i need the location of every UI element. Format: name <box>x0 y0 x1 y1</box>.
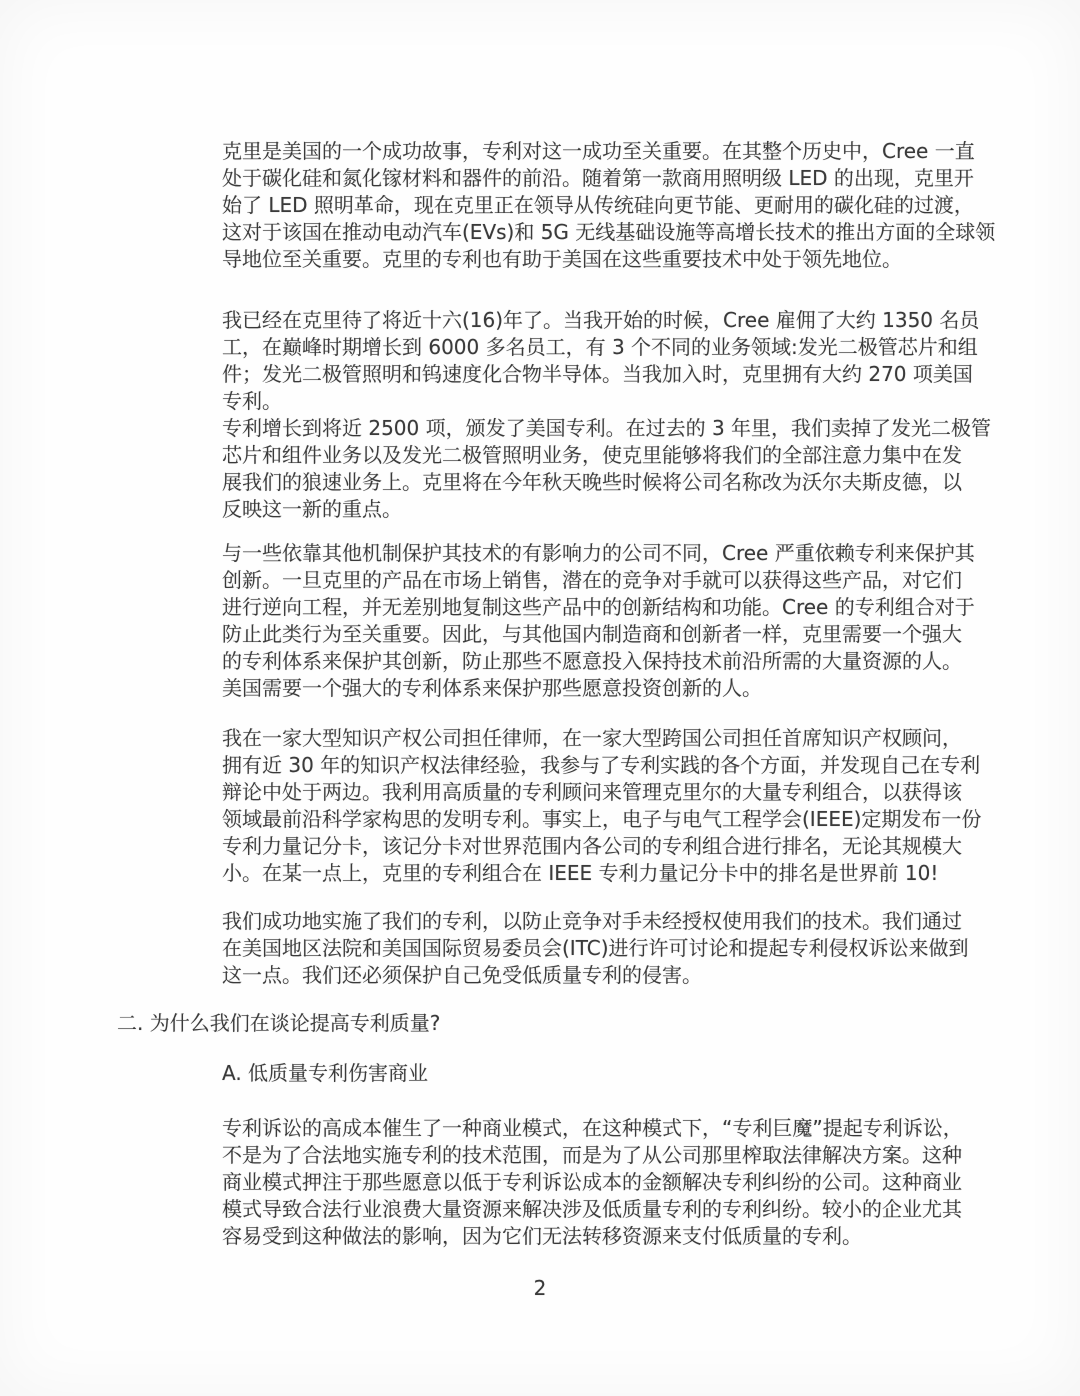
text-line: 件；发光二极管照明和钨速度化合物半导体。当我加入时，克里拥有大约 270 项美国 <box>222 362 973 386</box>
text-line: 模式导致合法行业浪费大量资源来解决涉及低质量专利的专利纠纷。较小的企业尤其 <box>222 1197 962 1221</box>
text-line: 商业模式押注于那些愿意以低于专利诉讼成本的金额解决专利纠纷的公司。这种商业 <box>222 1170 962 1194</box>
paragraph <box>222 307 1080 415</box>
text-line: 在美国地区法院和美国国际贸易委员会(ITC)进行许可讨论和提起专利侵权诉讼来做到 <box>222 936 969 960</box>
text-line: 与一些依靠其他机制保护其技术的有影响力的公司不同，Cree 严重依赖专利来保护其 <box>222 541 975 565</box>
paragraph <box>222 908 1080 989</box>
sub-heading <box>222 1060 1080 1087</box>
text-line: 我已经在克里待了将近十六(16)年了。当我开始的时候，Cree 雇佣了大约 1350 名员 <box>222 308 980 332</box>
text-line: 工，在巅峰时期增长到 6000 多名员工，有 3 个不同的业务领域:发光二极管芯片和组 <box>222 335 978 359</box>
text-line: 芯片和组件业务以及发光二极管照明业务，使克里能够将我们的全部注意力集中在发 <box>222 443 962 467</box>
text-line: 不是为了合法地实施专利的技术范围，而是为了从公司那里榨取法律解决方案。这种 <box>222 1143 962 1167</box>
text-line: 创新。一旦克里的产品在市场上销售，潜在的竞争对手就可以获得这些产品，对它们 <box>222 568 962 592</box>
text-line: 进行逆向工程，并无差别地复制这些产品中的创新结构和功能。Cree 的专利组合对于 <box>222 595 975 619</box>
text-line: 专利诉讼的高成本催生了一种商业模式，在这种模式下，“专利巨魔”提起专利诉讼， <box>222 1116 963 1140</box>
paragraph <box>222 138 1080 273</box>
text-line: 防止此类行为至关重要。因此，与其他国内制造商和创新者一样，克里需要一个强大 <box>222 622 962 646</box>
text-line: 这一点。我们还必须保护自己免受低质量专利的侵害。 <box>222 963 702 987</box>
text-line: 导地位至关重要。克里的专利也有助于美国在这些重要技术中处于领先地位。 <box>222 247 902 271</box>
text-line: 辩论中处于两边。我利用高质量的专利顾问来管理克里尔的大量专利组合，以获得该 <box>222 780 962 804</box>
text-line: 我在一家大型知识产权公司担任律师，在一家大型跨国公司担任首席知识产权顾问， <box>222 726 962 750</box>
paragraph <box>222 540 1080 702</box>
text-line: 克里是美国的一个成功故事，专利对这一成功至关重要。在其整个历史中，Cree 一直 <box>222 139 975 163</box>
paragraph <box>222 415 1080 523</box>
text-line: 小。在某一点上，克里的专利组合在 IEEE 专利力量记分卡中的排名是世界前 10! <box>222 861 939 885</box>
text-line: 拥有近 30 年的知识产权法律经验，我参与了专利实践的各个方面，并发现自己在专利 <box>222 753 981 777</box>
text-line: 这对于该国在推动电动汽车(EVs)和 5G 无线基础设施等高增长技术的推出方面的全球领 <box>222 220 996 244</box>
text-line: 容易受到这种做法的影响，因为它们无法转移资源来支付低质量的专利。 <box>222 1224 862 1248</box>
text-line: 专利增长到将近 2500 项，颁发了美国专利。在过去的 3 年里，我们卖掉了发光二极管 <box>222 416 992 440</box>
content-blocks <box>0 138 1080 1274</box>
text-line: 反映这一新的重点。 <box>222 497 402 521</box>
text-line: 领域最前沿科学家构思的发明专利。事实上，电子与电气工程学会(IEEE)定期发布一份 <box>222 807 982 831</box>
text-line: 我们成功地实施了我们的专利，以防止竞争对手未经授权使用我们的技术。我们通过 <box>222 909 962 933</box>
text-line: 的专利体系来保护其创新，防止那些不愿意投入保持技术前沿所需的大量资源的人。 <box>222 649 962 673</box>
paragraph <box>222 725 1080 887</box>
page-number: 2 <box>533 1276 547 1300</box>
paragraph <box>222 1115 1080 1250</box>
text-line: 二. 为什么我们在谈论提高专利质量? <box>117 1011 441 1035</box>
text-line: 专利力量记分卡，该记分卡对世界范围内各公司的专利组合进行排名，无论其规模大 <box>222 834 962 858</box>
text-line: 展我们的狼速业务上。克里将在今年秋天晚些时候将公司名称改为沃尔夫斯皮德，以 <box>222 470 962 494</box>
section-heading <box>117 1010 1080 1037</box>
text-line: 处于碳化硅和氮化镓材料和器件的前沿。随着第一款商用照明级 LED 的出现，克里开 <box>222 166 974 190</box>
text-line: 美国需要一个强大的专利体系来保护那些愿意投资创新的人。 <box>222 676 762 700</box>
text-line: A. 低质量专利伤害商业 <box>222 1061 429 1085</box>
text-line: 专利。 <box>222 389 282 413</box>
text-line: 始了 LED 照明革命，现在克里正在领导从传统硅向更节能、更耐用的碳化硅的过渡， <box>222 193 974 217</box>
